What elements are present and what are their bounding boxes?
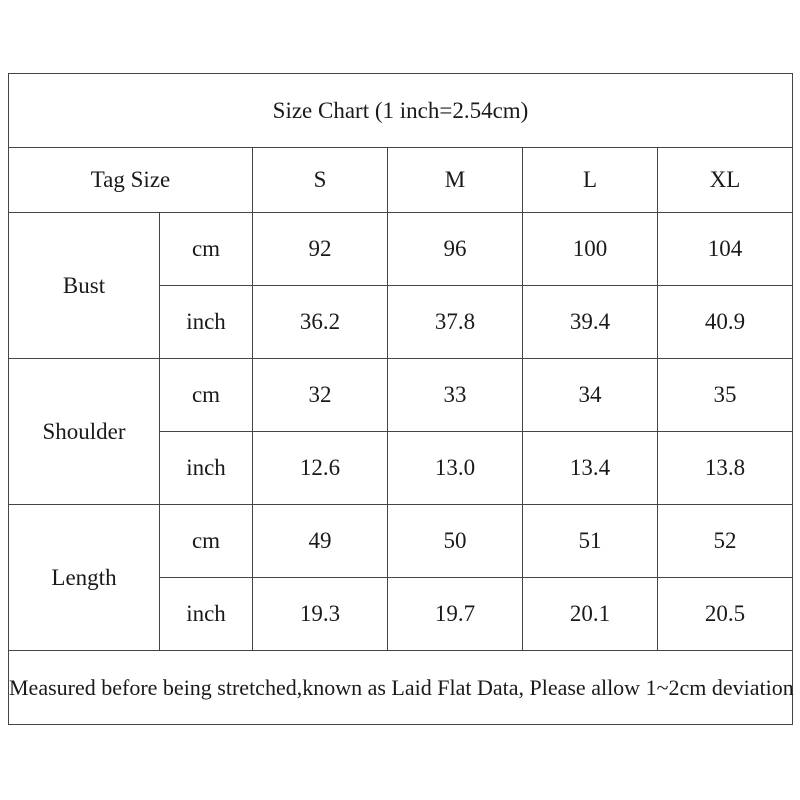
measurement-note: Measured before being stretched,known as Laid Flat Data, Please allow 1~2cm deviation: [9, 651, 793, 725]
table-cell: 37.8: [388, 286, 523, 359]
table-cell: 40.9: [658, 286, 793, 359]
table-cell: 36.2: [253, 286, 388, 359]
table-cell: 49: [253, 505, 388, 578]
header-row: [9, 148, 793, 213]
table-cell: 12.6: [253, 432, 388, 505]
measure-length: Length: [9, 505, 160, 651]
unit-cm: cm: [160, 359, 253, 432]
unit-cm: cm: [160, 505, 253, 578]
note-row: [9, 651, 793, 725]
table-row-shoulder-cm: [9, 359, 793, 432]
table-cell: 19.7: [388, 578, 523, 651]
table-cell: 100: [523, 213, 658, 286]
measure-bust: Bust: [9, 213, 160, 359]
table-cell: 92: [253, 213, 388, 286]
table-cell: 96: [388, 213, 523, 286]
chart-title: Size Chart (1 inch=2.54cm): [9, 74, 793, 148]
table-cell: 50: [388, 505, 523, 578]
measure-shoulder: Shoulder: [9, 359, 160, 505]
unit-cm: cm: [160, 213, 253, 286]
unit-inch: inch: [160, 432, 253, 505]
unit-inch: inch: [160, 578, 253, 651]
table-cell: 52: [658, 505, 793, 578]
table-cell: 34: [523, 359, 658, 432]
table-cell: 32: [253, 359, 388, 432]
table-cell: 39.4: [523, 286, 658, 359]
table-cell: 13.8: [658, 432, 793, 505]
table-cell: 19.3: [253, 578, 388, 651]
size-header-xl: XL: [658, 148, 793, 213]
size-header-l: L: [523, 148, 658, 213]
title-row: [9, 74, 793, 148]
size-header-m: M: [388, 148, 523, 213]
size-chart-table: [8, 73, 793, 725]
table-cell: 13.4: [523, 432, 658, 505]
tag-size-label: Tag Size: [9, 148, 253, 213]
table-cell: 33: [388, 359, 523, 432]
table-cell: 20.1: [523, 578, 658, 651]
size-header-s: S: [253, 148, 388, 213]
table-row-bust-cm: [9, 213, 793, 286]
table-cell: 35: [658, 359, 793, 432]
unit-inch: inch: [160, 286, 253, 359]
table-row-length-cm: [9, 505, 793, 578]
table-cell: 104: [658, 213, 793, 286]
table-cell: 20.5: [658, 578, 793, 651]
table-cell: 51: [523, 505, 658, 578]
table-cell: 13.0: [388, 432, 523, 505]
